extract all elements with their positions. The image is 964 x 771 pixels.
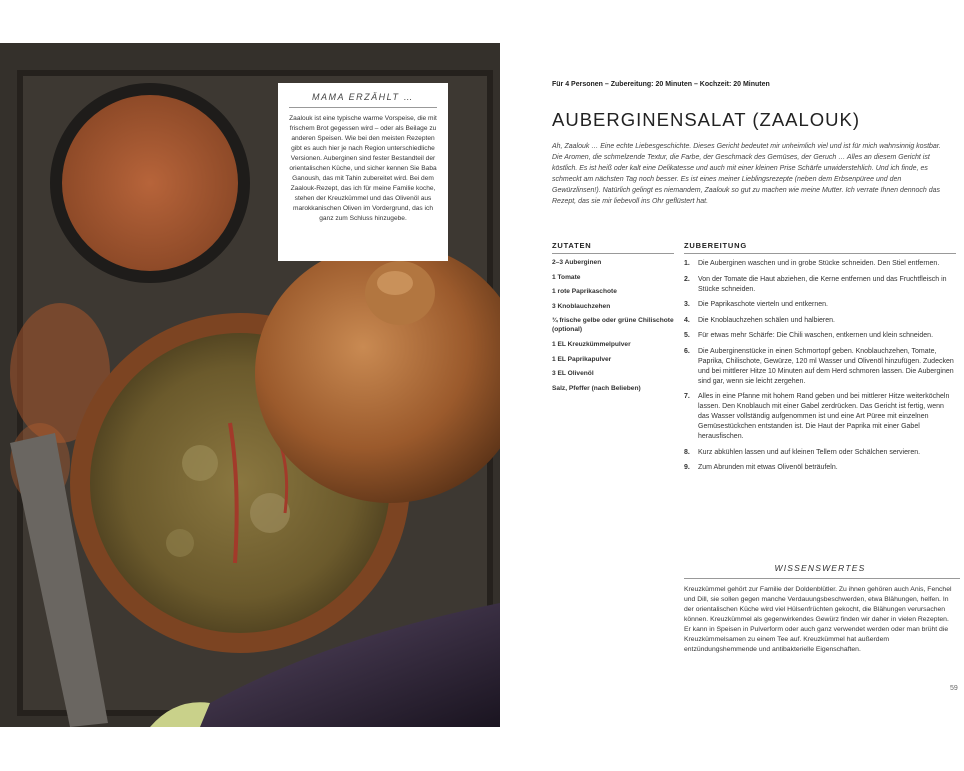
step-item <box>684 259 956 269</box>
step-text: Die Auberginen waschen und in grobe Stücke schneiden. Den Stiel entfernen. <box>698 260 940 267</box>
steps-heading: ZUBEREITUNG <box>684 241 747 250</box>
step-item <box>684 275 956 295</box>
wissenswertes-text: Kreuzkümmel gehört zur Familie der Doldenblütler. Zu ihnen gehören auch Anis, Fenchel und Dill, sie sollen gegen manche Verdauungsbeschwerden, etwa Blähungen, helfen. In der orientalischen Küche wird viel Hülsenfrüchten gekocht, die Blähungen verursachen können. Kreuzkümmel als gegenwirkendes Gewürz finden wir daher in vielen Rezepten. Er kann in Speisen in Pulverform oder auch ganz verwendet werden oder man brüht die Kreuzkümmelsamen zu einem Tee auf. Kreuzkümmel hat außerdem entzündungshemmende und antibakterielle Eigenschaften. <box>684 586 952 653</box>
step-item <box>684 392 956 442</box>
ingredient-item: 1 EL Paprikapulver <box>552 355 612 363</box>
step-text: Kurz abkühlen lassen und auf kleinen Tellern oder Schälchen servieren. <box>698 448 921 456</box>
ingredient-item: Salz, Pfeffer (nach Belieben) <box>552 384 641 392</box>
mama-box-title: MAMA ERZÄHLT … <box>289 92 437 108</box>
step-number: 2. <box>684 275 690 283</box>
ingredients-divider <box>552 253 674 254</box>
step-text: Von der Tomate die Haut abziehen, die Kerne entfernen und das Fruchtfleisch in Stücke schneiden. <box>698 275 947 293</box>
step-item <box>684 347 956 387</box>
ingredients-heading: ZUTATEN <box>552 241 592 250</box>
step-text: Alles in eine Pfanne mit hohem Rand geben und bei mittlerer Hitze weiterköcheln lassen. Den Knoblauch mit einer Gabel zerdrücken. Das Gericht ist fertig, wenn das Wasser vollständig aufgenommen ist und eine Art Püree mit einzelnen Gemüsestückchen entstanden ist. Die Haut der Paprika mit einer Gabel herausfischen. <box>698 393 950 440</box>
ingredient-item: 2–3 Auberginen <box>552 259 602 266</box>
steps-list <box>684 259 956 479</box>
mama-erzaehlt-box <box>278 83 448 261</box>
ingredients-list <box>552 258 677 398</box>
recipe-title: AUBERGINENSALAT (ZAALOUK) <box>552 109 861 130</box>
ingredient-item: ¾ frische gelbe oder grüne Chilischote (optional) <box>552 317 674 334</box>
ingredient-item: 1 Tomate <box>552 273 581 281</box>
wissenswertes-divider <box>684 578 960 579</box>
ingredient-item: 3 EL Olivenöl <box>552 370 594 378</box>
mama-box-text: Zaalouk ist eine typische warme Vorspeise, die mit frischem Brot gegessen wird – oder als Beilage zu anderen Speisen. Wie bei den meisten Rezepten gibt es auch hier je nach Region unterschiedliche Versionen. Auberginen sind fester Bestandteil der orientalischen Küche, und sicher kennen Sie Baba Ganoush, das mit Tahin zubereitet wird. Bei dem Zaalouk-Rezept, das ich für meine Familie koche, stehen der Kreuzkümmel und das Olivenöl aus marokkanischen Oliven im Vordergrund, das ich ganz zum Schluss hinzugebe. <box>289 115 437 222</box>
ingredient-item: 1 rote Paprikaschote <box>552 288 617 296</box>
recipe-meta: Für 4 Personen – Zubereitung: 20 Minuten – Kochzeit: 20 Minuten <box>552 81 770 88</box>
wissenswertes-title: WISSENSWERTES <box>774 563 866 573</box>
step-text: Für etwas mehr Schärfe: Die Chili waschen, entkernen und klein schneiden. <box>698 332 934 339</box>
step-text: Zum Abrunden mit etwas Olivenöl beträufeln. <box>698 464 838 471</box>
step-number: 3. <box>684 301 690 308</box>
step-text: Die Auberginenstücke in einen Schmortopf geben. Knoblauchzehen, Tomate, Paprika, Chilischote, Gewürze, 120 ml Wasser und Olivenöl hinzufügen. Zudecken und bei mittlerer Hitze 10 Minuten auf dem Herd schmoren lassen. Die Auberginen sind gar, wenn sie leicht zergehen. <box>698 347 954 385</box>
step-number: 7. <box>684 393 690 400</box>
page-number: 59 <box>950 685 958 692</box>
step-text: Die Paprikaschote vierteln und entkernen. <box>698 301 828 308</box>
step-number: 8. <box>684 448 690 456</box>
recipe-intro: Ah, Zaalouk … Eine echte Liebesgeschichte. Dieses Gericht bedeutet mir unheimlich viel und ist für mich wahnsinnig kostbar. Die Aromen, die schmelzende Textur, die Farbe, der Geschmack des Gemüses, der Geruch … Alles an diesem Gericht ist köstlich. Es ist heiß oder kalt eine Delikatesse und auch mit einer kleinen Prise Schärfe unwiderstehlich. Und ich finde, es schmeckt am nächsten Tag noch besser. Es ist eines meiner Lieblingsrezepte (neben dem Erbsenpüree und den Gewürzlinsen!). Natürlich gelingt es niemandem, Zaalouk so gut zu machen wie meine Mutter. Ich verrate Ihnen dennoch das Rezept, das sie mir liebevoll ins Ohr geflüstert hat. <box>552 143 941 205</box>
step-number: 9. <box>684 464 690 471</box>
ingredient-item: 1 EL Kreuzkümmelpulver <box>552 340 631 348</box>
step-item <box>684 448 956 458</box>
steps-divider <box>684 253 956 254</box>
step-item <box>684 331 956 341</box>
step-number: 1. <box>684 260 690 267</box>
step-item <box>684 316 956 326</box>
step-number: 5. <box>684 332 690 339</box>
step-item <box>684 463 956 473</box>
ingredient-item: 3 Knoblauchzehen <box>552 302 611 310</box>
step-number: 4. <box>684 316 690 324</box>
step-number: 6. <box>684 347 690 355</box>
step-item <box>684 300 956 310</box>
step-text: Die Knoblauchzehen schälen und halbieren. <box>698 316 835 324</box>
